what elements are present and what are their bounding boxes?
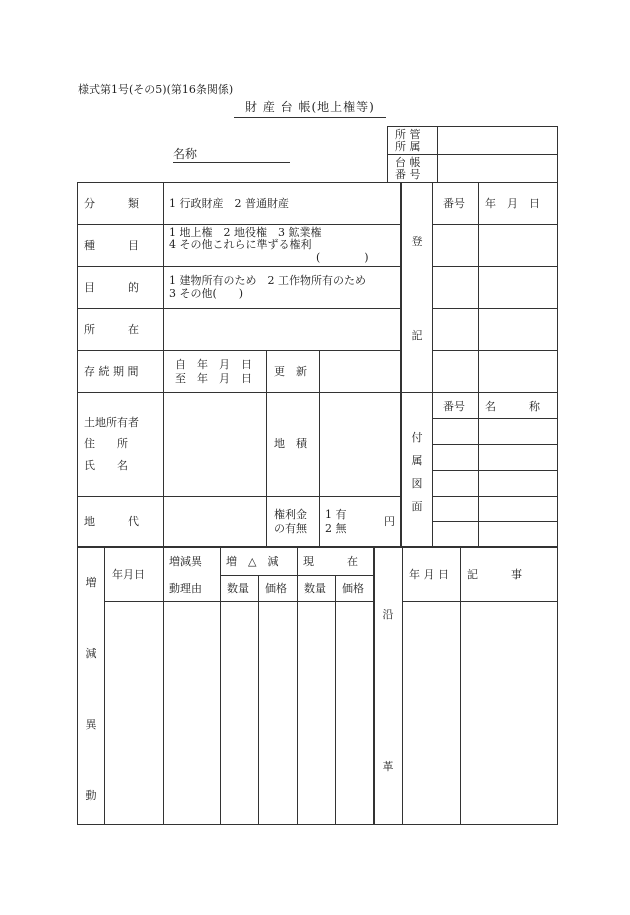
owner-label-1: 土地所有者	[84, 416, 139, 429]
daicho-label-2: 番 号	[395, 168, 421, 181]
history-side-2: 革	[382, 760, 394, 773]
daicho-label-1: 台 帳	[395, 156, 421, 169]
table-bottom-border	[77, 824, 558, 825]
attached-side-3: 図	[411, 477, 423, 490]
attached-meisho: 名 称	[485, 400, 540, 413]
attached-bango: 番号	[443, 400, 465, 413]
yen-unit: 円	[384, 515, 395, 528]
registration-side-2: 記	[411, 329, 423, 342]
section-divider	[77, 546, 558, 548]
changes-side-4: 動	[85, 789, 97, 802]
shozai-label: 所 在	[84, 323, 139, 336]
koshin-label: 更 新	[274, 365, 307, 378]
mu-option: 2 無	[325, 522, 347, 535]
changes-side-1: 増	[85, 576, 97, 589]
mokuteki-label: 目 的	[84, 281, 139, 294]
title-underline	[234, 117, 386, 118]
bunrui-value: 1 行政財産 2 普通財産	[169, 197, 289, 210]
attached-side-2: 属	[411, 454, 423, 467]
shumoku-label: 種 目	[84, 239, 139, 252]
kenrikin-label-2: の有無	[274, 522, 307, 535]
name-label: 名称	[173, 147, 198, 161]
history-kiji-header: 記 事	[467, 568, 522, 581]
changes-reason-1: 増減異	[169, 555, 202, 568]
history-date-header: 年 月 日	[409, 568, 449, 581]
mokuteki-line2: 3 その他( )	[169, 287, 244, 300]
mokuteki-line1: 1 建物所有のため 2 工作物所有のため	[169, 274, 366, 287]
changes-reason-2: 動理由	[169, 582, 202, 595]
chidai-label: 地 代	[84, 515, 139, 528]
yu-option: 1 有	[325, 508, 347, 521]
document-title: 財 産 台 帳(地上権等)	[245, 100, 375, 114]
owner-label-3: 氏 名	[84, 459, 128, 472]
kanri-label-2: 所 属	[395, 140, 421, 153]
attached-side-4: 面	[411, 500, 423, 513]
history-side-1: 沿	[382, 608, 394, 621]
genzai-header: 現 在	[303, 555, 358, 568]
changes-date-header: 年月日	[112, 568, 145, 581]
from-date-label: 自 年 月 日	[175, 358, 252, 371]
kenrikin-label-1: 権利金	[274, 508, 307, 521]
kanri-label-1: 所 管	[395, 128, 421, 141]
chiseki-label: 地 積	[274, 437, 307, 450]
zogen-header: 増 △ 減	[226, 555, 279, 568]
registration-side-1: 登	[411, 235, 423, 248]
table-top-border	[77, 182, 558, 183]
bunrui-label: 分 類	[84, 197, 139, 210]
name-underline	[173, 162, 290, 163]
to-date-label: 至 年 月 日	[175, 372, 252, 385]
form-id: 様式第1号(その5)(第16条関係)	[78, 83, 234, 96]
table-left-border	[77, 182, 78, 825]
owner-label-2: 住 所	[84, 437, 128, 450]
zogen-kakaku: 価格	[265, 582, 287, 595]
table-right-border	[557, 126, 558, 825]
shumoku-line1: 1 地上権 2 地役権 3 鉱業権	[169, 226, 322, 239]
genzai-kakaku: 価格	[342, 582, 364, 595]
changes-side-2: 減	[85, 647, 97, 660]
genzai-suryo: 数量	[304, 582, 326, 595]
shumoku-line2: 4 その他これらに準ずる権利	[169, 238, 312, 251]
zogen-suryo: 数量	[227, 582, 249, 595]
registration-bango: 番号	[443, 197, 465, 210]
changes-side-3: 異	[85, 718, 97, 731]
attached-side-1: 付	[411, 431, 423, 444]
shumoku-line3: ( )	[316, 251, 369, 264]
sonzoku-label: 存 続 期 間	[84, 365, 139, 378]
registration-date: 年 月 日	[485, 197, 540, 210]
